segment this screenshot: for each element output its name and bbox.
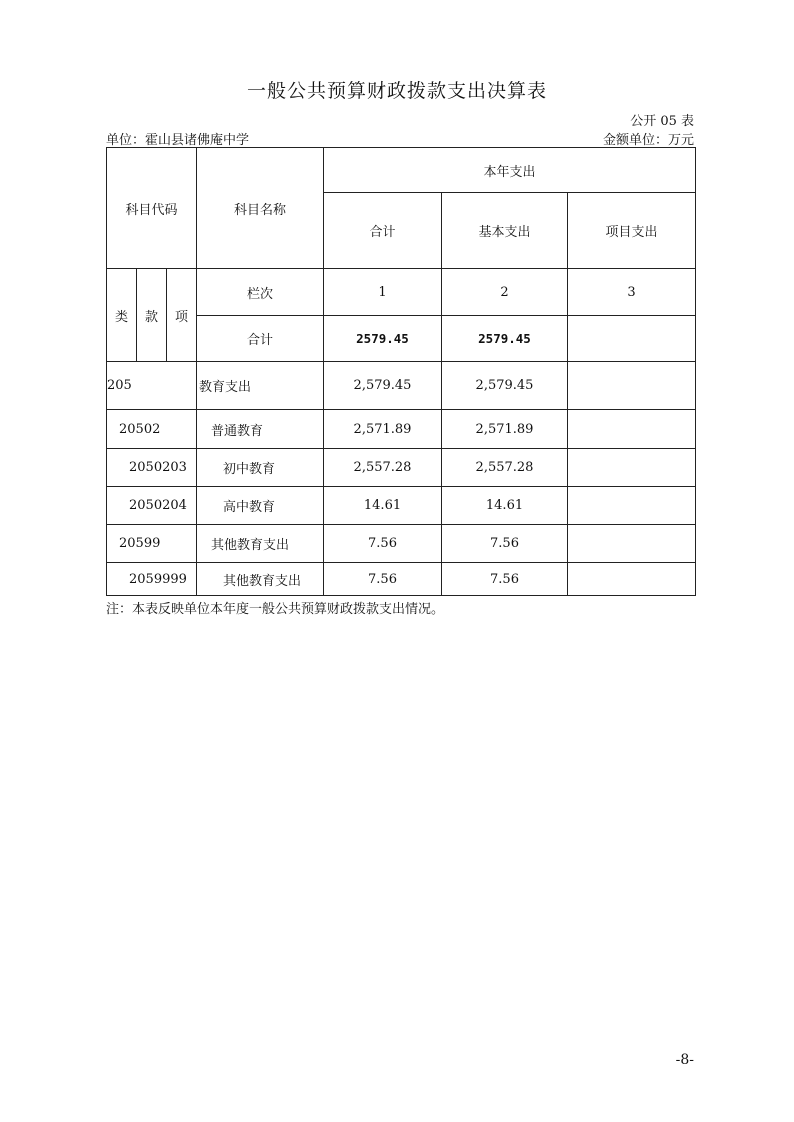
row-project: [568, 362, 696, 410]
sum-label: 合计: [197, 316, 324, 362]
row-project: [568, 449, 696, 487]
col-no-2: 2: [442, 269, 568, 316]
header-basic: 基本支出: [442, 193, 568, 269]
row-total: 2,579.45: [324, 362, 442, 410]
row-project: [568, 410, 696, 449]
sum-total: 2579.45: [324, 316, 442, 362]
row-code: 2050203: [107, 449, 197, 487]
header-subject-code: 科目代码: [107, 148, 197, 269]
row-project: [568, 487, 696, 525]
row-total: 2,557.28: [324, 449, 442, 487]
table-row: [107, 410, 696, 449]
row-name: 其他教育支出: [197, 525, 324, 563]
row-basic: 7.56: [442, 525, 568, 563]
row-name: 其他教育支出: [197, 563, 324, 596]
header-class: 类: [107, 269, 137, 362]
row-name: 初中教育: [197, 449, 324, 487]
footnote: 注：本表反映单位本年度一般公共预算财政拨款支出情况。: [106, 602, 445, 617]
header-project: 项目支出: [568, 193, 696, 269]
sum-project: [568, 316, 696, 362]
row-basic: 14.61: [442, 487, 568, 525]
row-basic: 7.56: [442, 563, 568, 596]
table-row: [107, 563, 696, 596]
col-no-3: 3: [568, 269, 696, 316]
table-row: [107, 362, 696, 410]
col-no-1: 1: [324, 269, 442, 316]
row-name: 普通教育: [197, 410, 324, 449]
header-current-year: 本年支出: [324, 148, 696, 193]
row-code: 20599: [107, 525, 197, 563]
row-name: 高中教育: [197, 487, 324, 525]
form-code: 公开 05 表: [630, 114, 694, 129]
row-basic: 2,557.28: [442, 449, 568, 487]
row-project: [568, 525, 696, 563]
table-row: [107, 525, 696, 563]
amount-unit-label: 金额单位：万元: [602, 133, 694, 148]
header-section: 款: [137, 269, 167, 362]
header-subject-name: 科目名称: [197, 148, 324, 269]
row-total: 14.61: [324, 487, 442, 525]
table-row: [107, 487, 696, 525]
row-basic: 2,579.45: [442, 362, 568, 410]
row-name: 教育支出: [197, 362, 324, 410]
row-total: 7.56: [324, 563, 442, 596]
row-project: [568, 563, 696, 596]
row-total: 7.56: [324, 525, 442, 563]
row-code: 205: [107, 362, 197, 410]
header-column-no: 栏次: [197, 269, 324, 316]
header-item: 项: [167, 269, 197, 362]
row-basic: 2,571.89: [442, 410, 568, 449]
expenditure-table: [106, 147, 696, 596]
row-code: 2059999: [107, 563, 197, 596]
row-code: 20502: [107, 410, 197, 449]
sum-basic: 2579.45: [442, 316, 568, 362]
page-title: 一般公共预算财政拨款支出决算表: [246, 80, 547, 102]
row-total: 2,571.89: [324, 410, 442, 449]
row-code: 2050204: [107, 487, 197, 525]
unit-label: 单位：霍山县诸佛庵中学: [106, 133, 250, 148]
table-row: [107, 449, 696, 487]
page-number: -8-: [675, 1052, 694, 1068]
header-total: 合计: [324, 193, 442, 269]
